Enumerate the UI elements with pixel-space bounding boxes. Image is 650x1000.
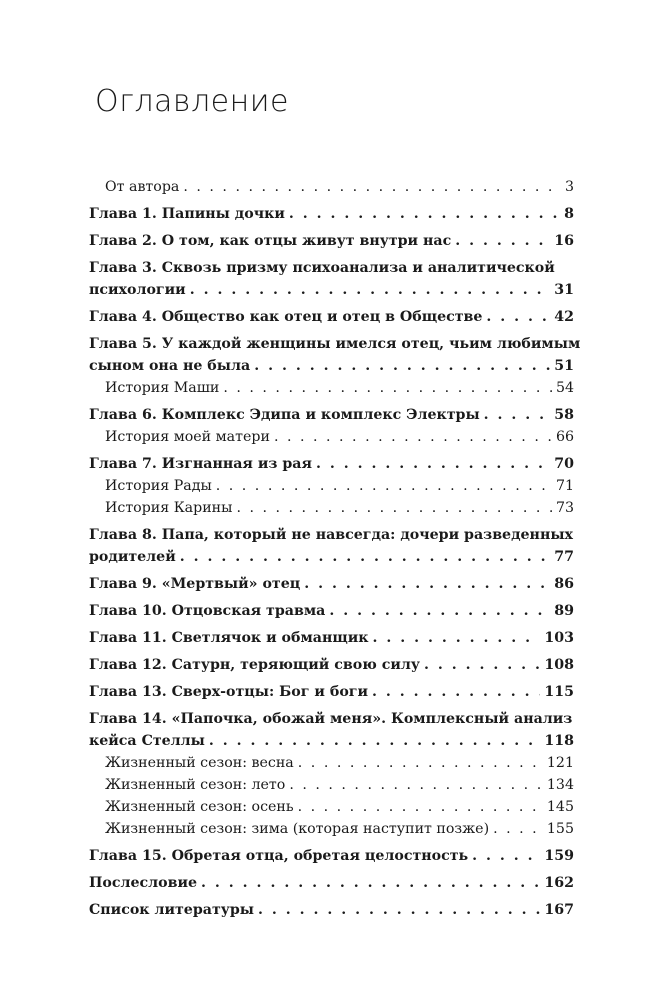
entry-title: кейса Стеллы [89,733,205,749]
dot-leader [216,475,552,497]
entry-line [89,279,574,301]
entry-line [89,845,574,867]
toc-chapter-entry [89,203,574,225]
toc-chapter-entry [89,453,574,475]
page-number: 134 [546,777,574,793]
page-number: 58 [554,407,574,423]
entry-title: История Карины [105,500,233,516]
dot-leader [223,377,552,399]
dot-leader [298,796,543,818]
page-title: Оглавление [95,84,289,119]
dot-leader [190,279,551,301]
dot-leader [183,176,561,198]
entry-line [89,546,574,568]
dot-leader [258,899,540,921]
entry-line [89,899,574,921]
entry-line [89,627,574,649]
entry-line [89,730,574,752]
toc-chapter-entry [89,257,574,301]
dot-leader [493,818,543,840]
dot-leader [373,627,541,649]
toc-chapter-entry [89,627,574,649]
entry-title-line1: Глава 14. «Папочка, обожай меня». Комплексный анализ [89,711,573,727]
page-number: 54 [555,380,574,396]
page-number: 121 [546,755,574,771]
dot-leader [180,546,551,568]
entry-title: Глава 2. О том, как отцы живут внутри нас [89,233,452,249]
page-number: 118 [544,733,574,749]
page-number: 16 [554,233,574,249]
page-number: 155 [546,821,574,837]
toc-chapter-entry [89,333,581,377]
entry-title: Послесловие [89,875,198,891]
dot-leader [372,681,540,703]
entry-title-line1: Глава 5. У каждой женщины имелся отец, чьим любимым [89,336,581,352]
dot-leader [274,426,552,448]
page-number: 51 [554,358,574,374]
entry-line [105,752,574,774]
toc-section-entry [89,497,574,519]
toc-chapter-entry [89,899,574,921]
entry-title: Жизненный сезон: осень [105,799,294,815]
dot-leader [298,752,543,774]
page-number: 70 [554,456,574,472]
entry-title: Глава 1. Папины дочки [89,206,285,222]
entry-title: Глава 10. Отцовская травма [89,603,326,619]
page-number: 31 [554,282,574,298]
entry-line [89,872,574,894]
page-number: 167 [544,902,574,918]
entry-title: От автора [105,179,180,195]
entry-title: Жизненный сезон: зима (которая наступит позже) [105,821,490,837]
toc-section-entry [89,774,574,796]
entry-line [89,306,574,328]
dot-leader [289,774,543,796]
page-number: 115 [544,684,574,700]
toc-chapter-entry [89,872,574,894]
dot-leader [455,230,550,252]
entry-title: Глава 4. Общество как отец и отец в Обществе [89,309,483,325]
entry-title: Глава 15. Обретая отца, обретая целостность [89,848,469,864]
page-number: 159 [544,848,574,864]
entry-title: Глава 12. Сатурн, теряющий свою силу [89,657,420,673]
toc-section-entry [89,377,574,399]
toc-section-entry [89,426,574,448]
toc-chapter-entry [89,404,574,426]
entry-title: сыном она не была [89,358,251,374]
entry-line [89,600,574,622]
dot-leader [424,654,540,676]
toc-chapter-entry [89,654,574,676]
entry-title: Список литературы [89,902,254,918]
entry-title: психологии [89,282,186,298]
entry-title: История моей матери [105,429,270,445]
toc-section-entry [89,176,574,198]
entry-line [105,796,574,818]
table-of-contents [89,176,581,921]
page-number: 66 [555,429,574,445]
entry-title: Жизненный сезон: весна [105,755,294,771]
entry-line [105,377,574,399]
dot-leader [201,872,540,894]
entry-title: История Маши [105,380,220,396]
page-number: 162 [544,875,574,891]
entry-line [105,774,574,796]
page-number: 103 [544,630,574,646]
page-number: 86 [554,576,574,592]
toc-chapter-entry [89,230,574,252]
toc-chapter-entry [89,600,574,622]
toc-section-entry [89,752,574,774]
page-number: 77 [554,549,574,565]
entry-title: родителей [89,549,176,565]
toc-section-entry [89,818,574,840]
entry-line [105,176,574,198]
entry-line [89,355,574,377]
page-number: 108 [544,657,574,673]
dot-leader [289,203,560,225]
entry-line [89,654,574,676]
page-number: 145 [546,799,574,815]
page-number: 89 [554,603,574,619]
toc-chapter-entry [89,681,574,703]
dot-leader [209,730,540,752]
dot-leader [472,845,540,867]
entry-title: Глава 6. Комплекс Эдипа и комплекс Электры [89,407,480,423]
toc-chapter-entry [89,524,574,568]
page-number: 73 [555,500,574,516]
page-number: 3 [564,179,574,195]
page-number: 71 [555,478,574,494]
entry-title-line1: Глава 8. Папа, который не навсегда: дочери разведенных [89,527,574,543]
dot-leader [236,497,552,519]
toc-chapter-entry [89,306,574,328]
entry-title: Глава 13. Сверх-отцы: Бог и боги [89,684,369,700]
toc-chapter-entry [89,845,574,867]
dot-leader [329,600,550,622]
entry-title: История Рады [105,478,212,494]
entry-line [89,573,574,595]
entry-line [105,426,574,448]
entry-line [89,681,574,703]
page-number: 42 [554,309,574,325]
entry-title: Глава 9. «Мертвый» отец [89,576,301,592]
entry-line [89,404,574,426]
toc-chapter-entry [89,573,574,595]
toc-chapter-entry [89,708,574,752]
entry-line [89,453,574,475]
entry-line [89,230,574,252]
dot-leader [486,306,550,328]
dot-leader [316,453,550,475]
entry-line [89,203,574,225]
entry-title: Жизненный сезон: лето [105,777,286,793]
dot-leader [304,573,550,595]
dot-leader [484,404,551,426]
toc-section-entry [89,796,574,818]
entry-title-line1: Глава 3. Сквозь призму психоанализа и аналитической [89,260,555,276]
entry-line [105,497,574,519]
entry-line [105,818,574,840]
page-number: 8 [564,206,574,222]
entry-title: Глава 11. Светлячок и обманщик [89,630,369,646]
toc-section-entry [89,475,574,497]
entry-title: Глава 7. Изгнанная из рая [89,456,312,472]
dot-leader [254,355,550,377]
entry-line [105,475,574,497]
